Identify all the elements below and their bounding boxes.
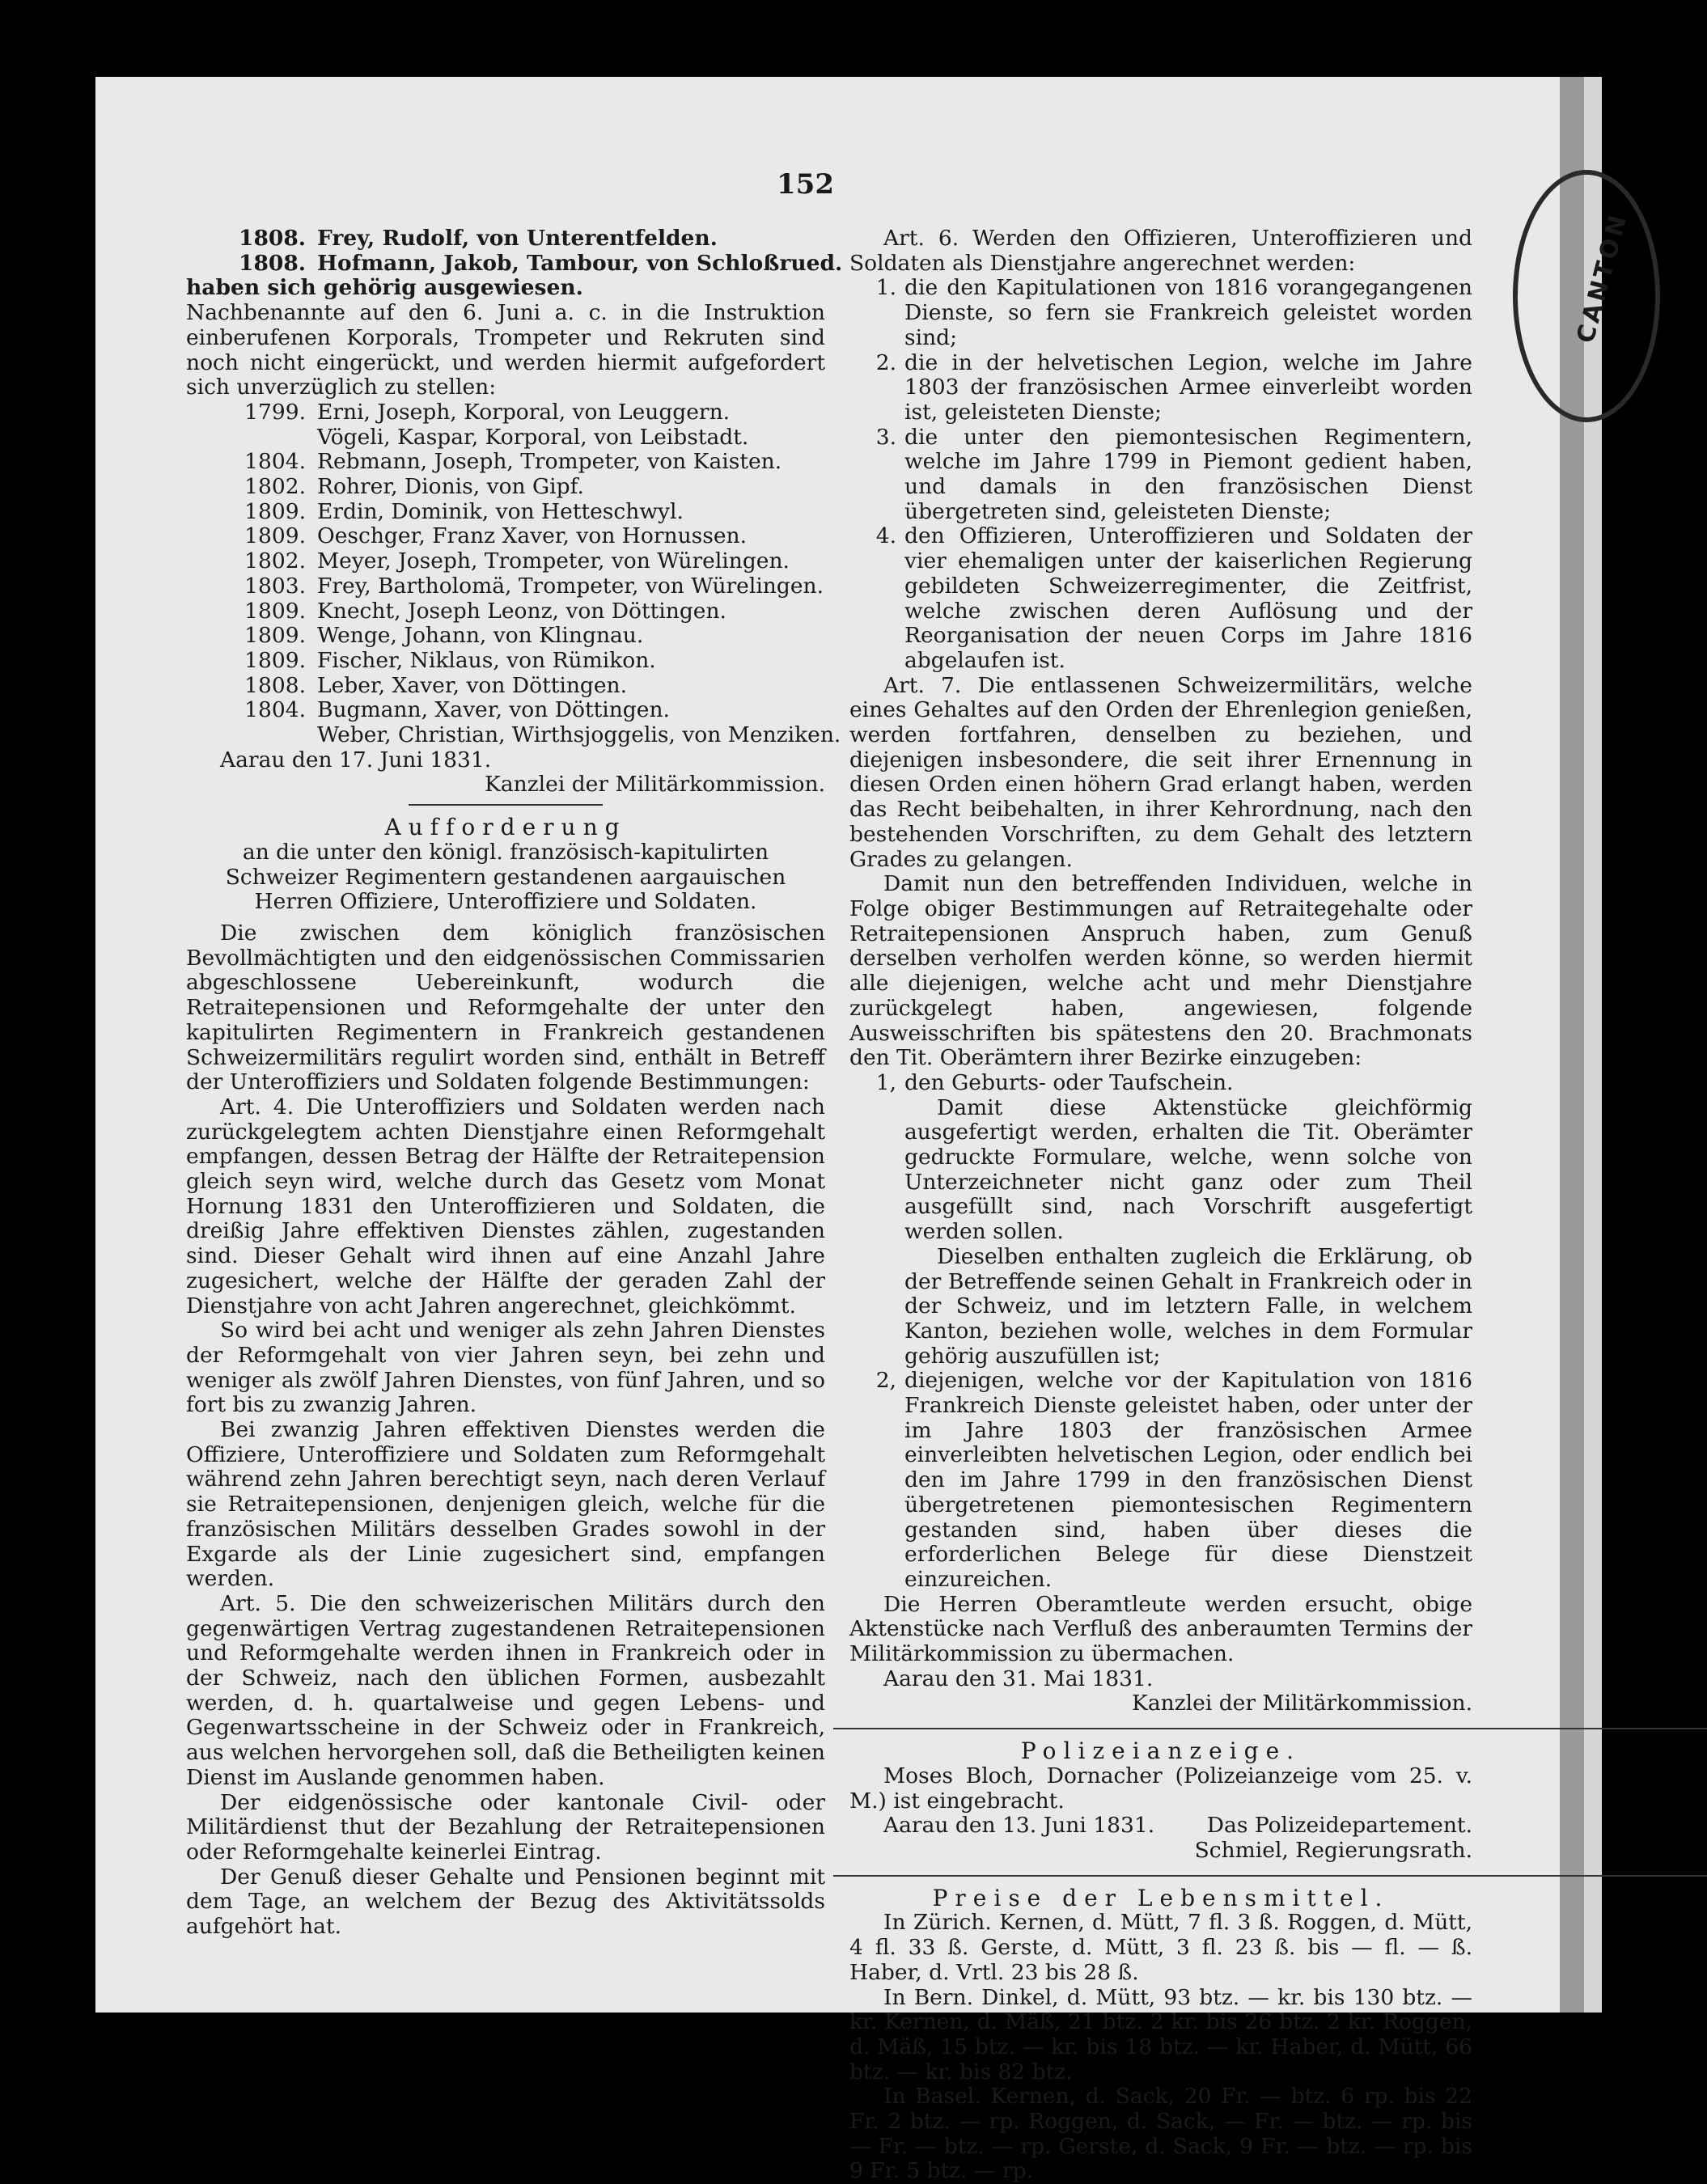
list-item	[186, 549, 825, 574]
item-text: diejenigen, welche vor der Kapitulation von 1816 Frankreich Dienste geleistet haben, oder unter der im Jahre 1803 der französischen Armee einverleibten helvetischen Legion, oder endlich bei den im Jahre 1799 in den französischen Dienst übergetretenen piemontesischen Regimentern gestanden sind, haben über dieses die erforderlichen Belege für diese Dienstzeit einzureichen.	[904, 1368, 1472, 1592]
list-item	[849, 351, 1472, 425]
paragraph: Die zwischen dem königlich französischen Bevollmächtigten und den eidgenössischen Commissarien abgeschlossene Uebereinkunft, wodurch die Retraitepensionen und Reformgehalte der unter den kapitulirten Regimentern in Frankreich gestandenen Schweizermilitärs regulirt worden sind, enthält in Betreff der Unteroffiziers und Soldaten folgende Bestimmungen:	[186, 920, 825, 1095]
separator	[833, 1728, 1707, 1729]
year: 1809.	[244, 523, 306, 549]
item-number: 4.	[875, 523, 896, 549]
item-text: die den Kapitulationen von 1816 vorangegangenen Dienste, so fern sie Frankreich geleistet worden sind;	[904, 275, 1472, 350]
entry-text: Hofmann, Jakob, Tambour, von Schloßrued.	[317, 250, 843, 276]
entry-text: Wenge, Johann, von Klingnau.	[317, 623, 644, 649]
year: 1802.	[244, 474, 306, 500]
item-number: 2.	[875, 349, 896, 375]
price-list	[849, 1911, 1472, 2184]
requirement-1	[849, 1071, 1472, 1096]
entry-text: Meyer, Joseph, Trompeter, von Würelingen.	[317, 548, 790, 574]
entry-text: Frey, Rudolf, von Unterentfelden.	[317, 226, 718, 251]
year	[186, 723, 317, 748]
article-7: Art. 7. Die entlassenen Schweizermilitärs, welche eines Gehaltes auf den Orden der Ehrenlegion genießen, werden fortfahren, denselben zu beziehen, und diejenigen insbesondere, die seit ihrer Ernennung in diesen Orden einen höhern Grad erlangt haben, werden das Recht beibehalten, in ihrer Kehrordnung, nach den bestehenden Vorschriften, zu dem Gehalt des letztern Grades zu gelangen.	[849, 672, 1472, 872]
year: 1808.	[239, 250, 306, 276]
list-item	[186, 574, 825, 599]
paragraph: Der eidgenössische oder kantonale Civil- oder Militärdienst thut der Bezahlung der Retraitepensionen oder Reformgehalte keinerlei Eintrag.	[186, 1789, 825, 1864]
year: 1804.	[244, 697, 306, 723]
stamp-label: CANTON	[1571, 210, 1634, 346]
list-item	[849, 425, 1472, 525]
paragraph: Dieselben enthalten zugleich die Erklärung, ob der Betreffende seinen Gehalt in Frankreich oder in der Schweiz, und im letztern Falle, in welchem Kanton, beziehen wolle, welches in dem Formular gehörig auszufüllen ist;	[904, 1243, 1472, 1369]
list-item	[186, 500, 825, 525]
paragraph: haben sich gehörig ausgewiesen.	[186, 275, 583, 301]
item-text: die in der helvetischen Legion, welche im Jahre 1803 der französischen Armee einverleibt worden ist, geleisteten Dienste;	[904, 349, 1472, 425]
list-item	[186, 624, 825, 649]
entry-text: Knecht, Joseph Leonz, von Döttingen.	[317, 598, 726, 624]
entry-text: Fischer, Niklaus, von Rümikon.	[317, 647, 656, 673]
list-item	[186, 250, 843, 277]
year: 1808.	[244, 672, 306, 698]
list-item	[849, 524, 1472, 673]
signature: Kanzlei der Militärkommission.	[1132, 1691, 1472, 1716]
left-column	[186, 226, 843, 1940]
entry-text: Bugmann, Xaver, von Döttingen.	[317, 697, 670, 723]
year: 1799.	[244, 399, 306, 425]
recruit-list	[186, 399, 841, 748]
paragraph: Damit diese Aktenstücke gleichförmig ausgefertigt werden, erhalten die Tit. Oberämter gedruckte Formulare, welche, wenn solche von Unterzeichneter nicht ganz oder zum Theil ausgefüllt sind, nach Vorschrift ausgefertigt werden sollen.	[904, 1094, 1472, 1245]
year	[186, 425, 317, 451]
paragraph: Die Herren Oberamtleute werden ersucht, obige Aktenstücke nach Verfluß des anberaumten Termins der Militärkommission zu übermachen.	[849, 1591, 1472, 1667]
year: 1809.	[244, 498, 306, 524]
entry-text: Weber, Christian, Wirthsjoggelis, von Menziken.	[317, 722, 841, 748]
year: 1809.	[244, 598, 306, 624]
price-entry: In Bern. Dinkel, d. Mütt, 93 btz. — kr. bis 130 btz. — kr. Kernen, d. Mäß, 21 btz. 2 kr. bis 26 btz. 2 kr. Roggen, d. Mäß, 15 btz. — kr. bis 18 btz. — kr. Haber, d. Mütt, 66 btz. — kr. bis 82 btz.	[849, 1984, 1472, 2085]
entry-text: Erdin, Dominik, von Hetteschwyl.	[317, 498, 684, 524]
date-line: Aarau den 17. Juni 1831.	[220, 747, 492, 772]
entry-text: Frey, Bartholomä, Trompeter, von Würelingen.	[317, 573, 824, 599]
entry-text: Vögeli, Kaspar, Korporal, von Leibstadt.	[317, 424, 749, 450]
list-item	[186, 698, 825, 723]
year: 1809.	[244, 623, 306, 649]
section-subheading: an die unter den königl. französisch-kapitulirten Schweizer Regimentern gestandenen aargauischen Herren Offiziere, Unteroffiziere und Soldaten.	[225, 839, 786, 915]
list-item	[186, 524, 825, 549]
paragraph: Nachbenannte auf den 6. Juni a. c. in die Instruktion einberufenen Korporals, Trompeter und Rekruten sind noch nicht eingerückt, und werden hiermit aufgefordert sich unverzüglich zu stellen:	[186, 300, 825, 400]
list-item	[186, 475, 825, 500]
list-item	[849, 276, 1472, 350]
list-item	[186, 722, 841, 748]
canton-stamp	[1513, 170, 1660, 422]
requirement-2	[849, 1369, 1472, 1592]
entry-text: Oeschger, Franz Xaver, von Hornussen.	[317, 523, 748, 549]
list-item	[186, 226, 825, 252]
year: 1809.	[244, 647, 306, 673]
entry-text: Erni, Joseph, Korporal, von Leuggern.	[317, 399, 731, 425]
paragraph: So wird bei acht und weniger als zehn Jahren Dienstes der Reformgehalt von vier Jahren seyn, bei zehn und weniger als zwölf Jahren Dienstes, von fünf Jahren, und so fort bis zu zwanzig Jahren.	[186, 1318, 825, 1418]
list-item	[186, 649, 825, 674]
year: 1804.	[244, 449, 306, 475]
section-heading: Polizeianzeige.	[1020, 1737, 1302, 1765]
item-number: 1,	[875, 1069, 896, 1095]
separator	[833, 1875, 1707, 1877]
paragraph: Art. 5. Die den schweizerischen Militärs durch den gegenwärtigen Vertrag zugestandenen Retraitepensionen und Reformgehalte werden ihnen in Frankreich oder in der Schweiz, nach den üblichen Formen, ausbezahlt werden, d. h. quartalweise und gegen Lebens- und Gegenwartsscheine in der Schweiz oder in Frankreich, aus welchen hervorgehen soll, daß die Betheiligten keinen Dienst im Auslande genommen haben.	[186, 1590, 825, 1790]
date-line: Aarau den 13. Juni 1831.	[883, 1813, 1155, 1839]
item-number: 2,	[875, 1368, 896, 1394]
police-signoff	[849, 1814, 1472, 1839]
date-line: Aarau den 31. Mai 1831.	[883, 1666, 1154, 1691]
paragraph: Moses Bloch, Dornacher (Polizeianzeige vom 25. v. M.) ist eingebracht.	[849, 1763, 1472, 1814]
list-item	[186, 599, 825, 624]
section-heading: Aufforderung	[384, 814, 627, 841]
entry-text: Rebmann, Joseph, Trompeter, von Kaisten.	[317, 449, 782, 475]
separator	[409, 804, 603, 806]
page-number: 152	[777, 168, 834, 201]
year: 1803.	[244, 573, 306, 599]
entry-text: Rohrer, Dionis, von Gipf.	[317, 474, 584, 500]
item-text: den Geburts- oder Taufschein.	[904, 1069, 1234, 1095]
list-item	[186, 400, 825, 425]
paragraph: Der Genuß dieser Gehalte und Pensionen beginnt mit dem Tage, an welchem der Bezug des Aktivitätssolds aufgehört hat.	[186, 1864, 825, 1940]
item-number: 1.	[875, 275, 896, 301]
section-heading: Preise der Lebensmittel.	[932, 1884, 1390, 1911]
body-text	[186, 921, 825, 1940]
paragraph: Damit nun den betreffenden Individuen, welche in Folge obiger Bestimmungen auf Retraitegehalte oder Retraitepensionen Anspruch haben, zum Genuß derselben verholfen werden könne, so werden hiermit alle diejenigen, welche acht und mehr Dienstjahre zurückgelegt haben, angewiesen, folgende Ausweisschriften bis spätestens den 20. Brachmonats den Tit. Oberämtern ihrer Bezirke einzugeben:	[849, 871, 1472, 1071]
article-6-list	[849, 276, 1472, 673]
list-item	[186, 450, 825, 475]
list-item	[186, 425, 825, 451]
signature: Schmiel, Regierungsrath.	[1194, 1838, 1472, 1863]
article-6: Art. 6. Werden den Offizieren, Unteroffizieren und Soldaten als Dienstjahre angerechnet werden:	[849, 226, 1472, 276]
item-text: den Offizieren, Unteroffizieren und Soldaten der vier ehemaligen unter der kaiserlichen Regierung gebildeten Schweizerregimenter, die Zeitfrist, welche zwischen deren Auflösung und der Reorganisation der neuen Corps im Jahre 1816 abgelaufen ist.	[904, 523, 1472, 673]
price-entry: In Basel. Kernen, d. Sack, 20 Fr. — btz. 6 rp. bis 22 Fr. 2 btz. — rp. Roggen, d. Sack, — Fr. — btz. — rp. bis — Fr. — btz. — rp. Gerste, d. Sack, 9 Fr. — btz. — rp. bis 9 Fr. 5 btz. — rp.	[849, 2084, 1472, 2184]
signature: Kanzlei der Militärkommission.	[485, 772, 825, 798]
right-column	[849, 226, 1472, 2184]
item-text: die unter den piemontesischen Regimentern, welche im Jahre 1799 in Piemont gedient haben, und damals in den französischen Dienst übergetreten sind, geleisteten Dienste;	[904, 424, 1472, 524]
year: 1802.	[244, 548, 306, 574]
paragraph: Bei zwanzig Jahren effektiven Dienstes werden die Offiziere, Unteroffiziere und Soldaten zum Reformgehalt während zehn Jahren berechtigt seyn, nach deren Verlauf sie Retraitepensionen, denjenigen gleich, welche für die französischen Militärs desselben Grades sowohl in der Exgarde als der Linie zugesichert sind, empfangen werden.	[186, 1417, 825, 1592]
price-entry: In Zürich. Kernen, d. Mütt, 7 fl. 3 ß. Roggen, d. Mütt, 4 fl. 33 ß. Gerste, d. Mütt, 3 fl. 23 ß. bis — fl. — ß. Haber, d. Vrtl. 23 bis 28 ß.	[849, 1910, 1472, 1985]
entry-text: Leber, Xaver, von Döttingen.	[317, 672, 628, 698]
list-item	[186, 674, 825, 699]
paragraph: Art. 4. Die Unteroffiziers und Soldaten werden nach zurückgelegtem achten Dienstjahre einen Reformgehalt empfangen, dessen Betrag der Hälfte der Retraitepension gleich seyn wird, welche durch das Gesetz vom Monat Hornung 1831 den Unteroffizieren und Soldaten, die dreißig Jahre effektiven Dienstes zählen, zugestanden sind. Dieser Gehalt wird ihnen auf eine Anzahl Jahre zugesichert, welche der Hälfte der geraden Zahl der Dienstjahre von acht Jahren angerechnet, gleichkömmt.	[186, 1094, 825, 1318]
year: 1808.	[239, 226, 306, 251]
item-number: 3.	[875, 424, 896, 450]
department: Das Polizeidepartement.	[1206, 1813, 1472, 1839]
